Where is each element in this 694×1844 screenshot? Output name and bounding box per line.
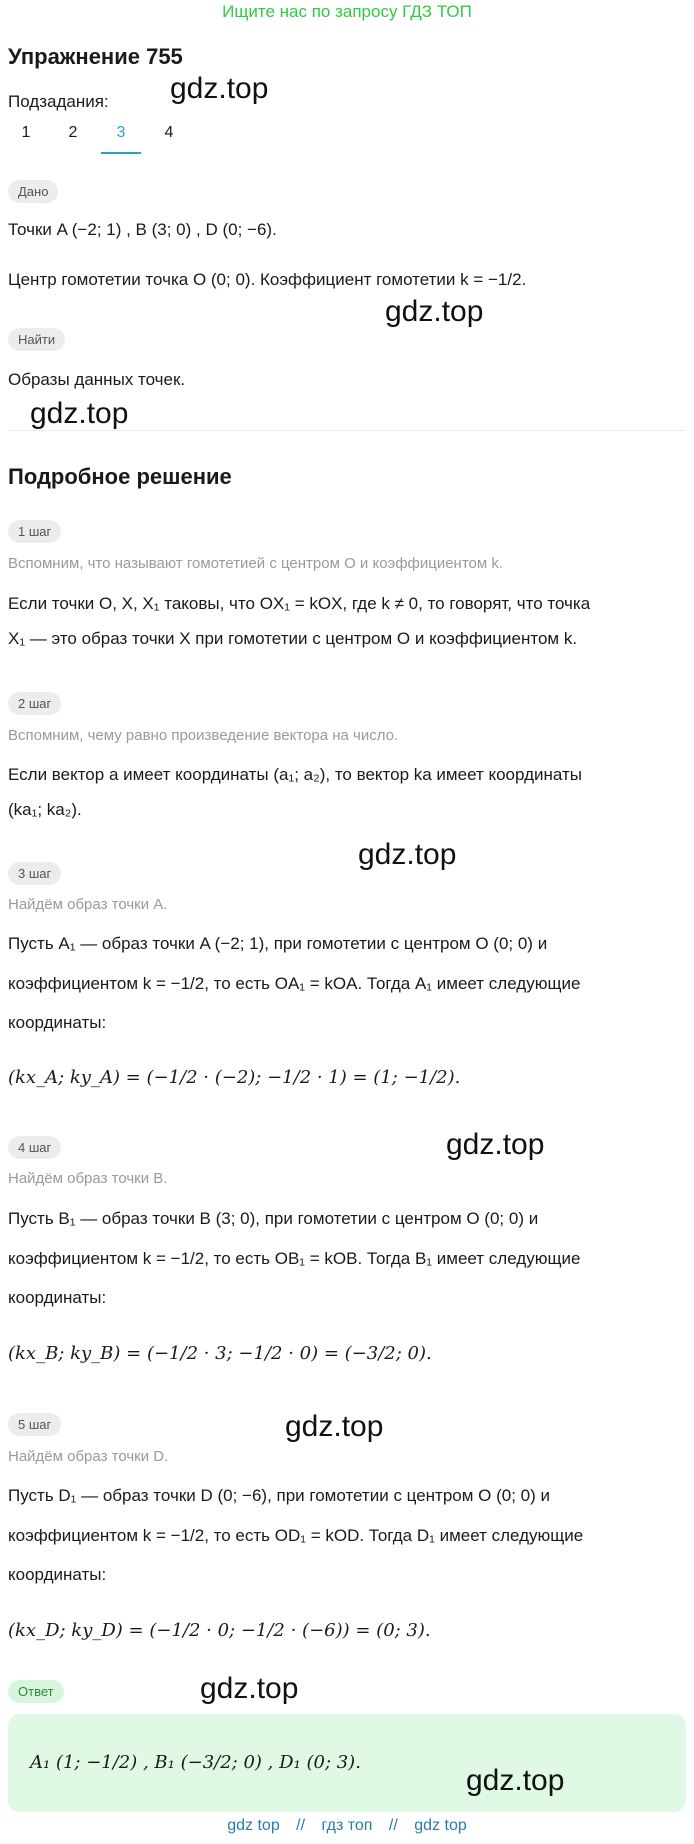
step-chip: 3 шаг (8, 862, 61, 885)
step-text: Пусть A₁ — образ точки A (−2; 1), при гомотетии с центром O (0; 0) и (8, 934, 548, 953)
subtask-tab-4[interactable]: 4 (164, 124, 174, 141)
footer-links (0, 1817, 694, 1835)
step-text: коэффициентом k = −1/2, то есть OB₁ = kOB. Тогда B₁ имеет следующие (8, 1249, 581, 1268)
footer-link-1[interactable]: gdz top (227, 1817, 280, 1834)
step-formula: (kx_A; ky_A) = (−1/2 · (−2); −1/2 · 1) = (1; −1/2). (8, 1067, 461, 1088)
watermark: gdz.top (170, 72, 269, 105)
step-text: коэффициентом k = −1/2, то есть OA₁ = kOA. Тогда A₁ имеет следующие (8, 974, 581, 993)
step-chip: 2 шаг (8, 692, 61, 715)
step-text: X₁ — это образ точки X при гомотетии с центром O и коэффициентом k. (8, 629, 578, 648)
top-banner: Ищите нас по запросу ГДЗ ТОП (222, 2, 472, 21)
watermark: gdz.top (285, 1410, 384, 1443)
step-hint: Найдём образ точки B. (8, 1170, 168, 1187)
step-text: Пусть D₁ — образ точки D (0; −6), при гомотетии с центром O (0; 0) и (8, 1486, 550, 1505)
watermark: gdz.top (358, 838, 457, 871)
exercise-title: Упражнение 755 (8, 44, 183, 69)
find-chip: Найти (8, 328, 65, 351)
step-hint: Найдём образ точки D. (8, 1448, 169, 1465)
subtasks-label: Подзадания: (8, 92, 109, 111)
given-points: Точки A (−2; 1) , B (3; 0) , D (0; −6). (8, 220, 277, 239)
step-chip: 4 шаг (8, 1136, 61, 1159)
step-chip: 1 шаг (8, 520, 61, 543)
step-text: коэффициентом k = −1/2, то есть OD₁ = kOD. Тогда D₁ имеет следующие (8, 1526, 584, 1545)
watermark: gdz.top (446, 1128, 545, 1161)
find-text: Образы данных точек. (8, 370, 186, 389)
subtask-tab-2[interactable]: 2 (68, 124, 78, 141)
step-chip: 5 шаг (8, 1413, 61, 1436)
subtask-tab-1[interactable]: 1 (21, 124, 31, 141)
step-text: (ka₁; ka₂). (8, 800, 82, 819)
solution-title: Подробное решение (8, 464, 232, 489)
watermark: gdz.top (30, 397, 129, 430)
answer-chip: Ответ (8, 1680, 64, 1703)
footer-separator: // (388, 1817, 398, 1834)
step-text: Если вектор a имеет координаты (a₁; a₂), то вектор ka имеет координаты (8, 765, 582, 784)
step-text: координаты: (8, 1565, 107, 1584)
footer-separator: // (296, 1817, 306, 1834)
watermark: gdz.top (466, 1764, 565, 1797)
step-hint: Найдём образ точки A. (8, 896, 168, 913)
subtask-tab-3[interactable]: 3 (116, 124, 126, 141)
step-formula: (kx_B; ky_B) = (−1/2 · 3; −1/2 · 0) = (−3/2; 0). (8, 1343, 432, 1364)
step-text: Пусть B₁ — образ точки B (3; 0), при гомотетии с центром O (0; 0) и (8, 1209, 539, 1228)
given-center: Центр гомотетии точка O (0; 0). Коэффициент гомотетии k = −1/2. (8, 270, 527, 289)
active-tab-indicator (101, 152, 141, 154)
watermark: gdz.top (385, 295, 484, 328)
step-text: координаты: (8, 1013, 107, 1032)
footer-link-3[interactable]: gdz top (414, 1817, 467, 1834)
step-text: координаты: (8, 1288, 107, 1307)
divider (8, 430, 686, 431)
answer-text: A₁ (1; −1/2) , B₁ (−3/2; 0) , D₁ (0; 3). (30, 1752, 361, 1773)
step-hint: Вспомним, что называют гомотетией с центром O и коэффициентом k. (8, 555, 504, 572)
footer-link-2[interactable]: гдз топ (321, 1817, 373, 1834)
watermark: gdz.top (200, 1672, 299, 1705)
step-formula: (kx_D; ky_D) = (−1/2 · 0; −1/2 · (−6)) = (0; 3). (8, 1620, 431, 1641)
step-text: Если точки O, X, X₁ таковы, что OX₁ = kOX, где k ≠ 0, то говорят, что точка (8, 594, 591, 613)
step-hint: Вспомним, чему равно произведение вектора на число. (8, 727, 399, 744)
given-chip: Дано (8, 180, 58, 203)
